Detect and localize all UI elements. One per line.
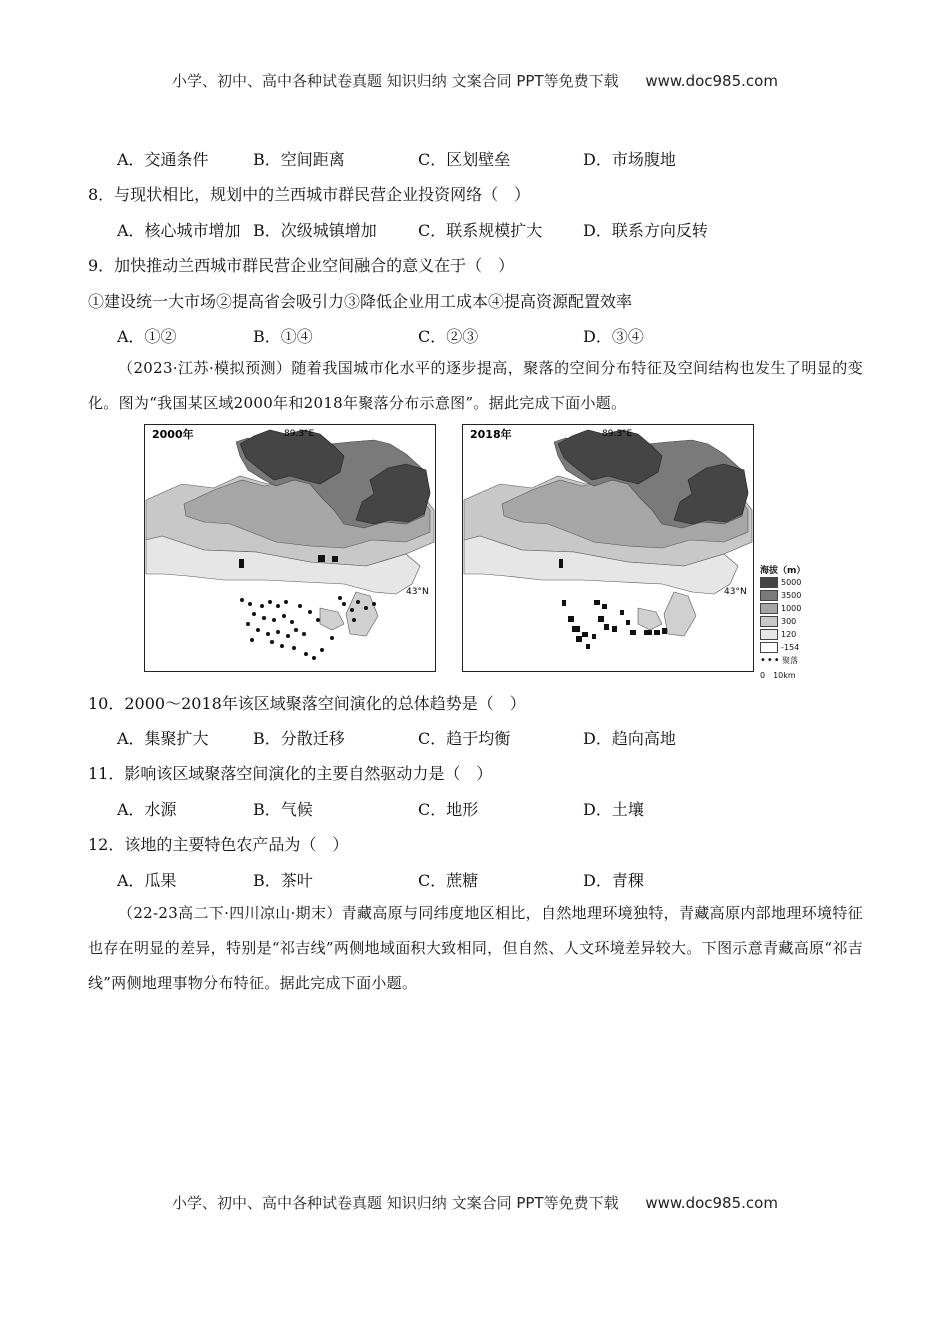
legend-scale-row [760,669,805,682]
q11-option-c[interactable]: C．地形 [418,800,479,819]
q9-option-b[interactable]: B．①④ [253,327,313,346]
legend-scale: 0 10km [760,671,796,680]
q8-option-c[interactable]: C．联系规模扩大 [418,221,543,240]
q10-option-b[interactable]: B．分散迁移 [253,729,345,748]
legend-row [760,615,805,628]
page-header [0,70,950,91]
q9-stem: 9．加快推动兰西城市群民营企业空间融合的意义在于（ ） [88,256,515,275]
map-2018-lon: 89.3°E [602,429,633,439]
legend-row [760,602,805,615]
q9-option-c[interactable]: C．②③ [418,327,479,346]
passage-1: （2023·江苏·模拟预测）随着我国城市化水平的逐步提高，聚落的空间分布特征及空间结构也发生了明显的变化。图为“我国某区域2000年和2018年聚落分布示意图”。据此完成下面小题。 [88,359,863,412]
q11-stem: 11．影响该区域聚落空间演化的主要自然驱动力是（ ） [88,764,493,783]
q7-option-b[interactable]: B．空间距离 [253,150,345,169]
header-url[interactable]: www.doc985.com [645,72,778,90]
q7-option-a[interactable]: A．交通条件 [117,150,209,169]
legend-settlement-label: 聚落 [782,656,798,665]
legend-level: 300 [781,617,797,626]
map-2000-figure [144,424,436,672]
legend-swatch [760,616,778,627]
legend-swatch [760,629,778,640]
legend-swatch [760,577,778,588]
q9-option-d[interactable]: D．③④ [583,327,644,346]
map-2018-lat: 43°N [724,587,747,597]
q11-option-a[interactable]: A．水源 [117,800,177,819]
map-2018-figure [462,424,754,672]
map-2000-lon: 89.3°E [284,429,315,439]
legend-swatch [760,603,778,614]
settlement-dots-icon: ••• [760,655,781,666]
legend-title: 海拔（m） [760,566,806,576]
q8-option-a[interactable]: A．核心城市增加 [117,221,241,240]
map-2000 [144,424,436,676]
legend-swatch [760,642,778,653]
legend-row [760,576,805,589]
legend-row [760,628,805,641]
legend-level: 3500 [781,591,802,600]
map-2000-lat: 43°N [406,587,429,597]
q7-option-d[interactable]: D．市场腹地 [583,150,676,169]
q8-stem: 8．与现状相比，规划中的兰西城市群民营企业投资网络（ ） [88,185,531,204]
q10-option-d[interactable]: D．趋向高地 [583,729,676,748]
header-text: 小学、初中、高中各种试卷真题 知识归纳 文案合同 PPT等免费下载 [172,72,619,90]
q11-option-d[interactable]: D．土壤 [583,800,644,819]
q10-stem: 10．2000～2018年该区域聚落空间演化的总体趋势是（ ） [88,694,526,713]
map-legend [760,563,805,682]
q11-option-b[interactable]: B．气候 [253,800,313,819]
legend-settlement-row [760,654,805,667]
footer-url[interactable]: www.doc985.com [645,1194,778,1212]
q10-option-c[interactable]: C．趋于均衡 [418,729,511,748]
legend-swatch [760,590,778,601]
footer-text: 小学、初中、高中各种试卷真题 知识归纳 文案合同 PPT等免费下载 [172,1194,619,1212]
q8-option-d[interactable]: D．联系方向反转 [583,221,708,240]
q12-stem: 12．该地的主要特色农产品为（ ） [88,835,349,854]
legend-row [760,589,805,602]
q8-option-b[interactable]: B．次级城镇增加 [253,221,377,240]
q12-option-c[interactable]: C．蔗糖 [418,871,479,890]
legend-level: 5000 [781,578,802,587]
q12-option-a[interactable]: A．瓜果 [117,871,177,890]
q12-option-b[interactable]: B．茶叶 [253,871,313,890]
passage-2: （22-23高二下·四川凉山·期末）青藏高原与同纬度地区相比，自然地理环境独特，青藏高原内部地理环境特征也存在明显的差异，特别是“祁吉线”两侧地域面积大致相同，但自然、人文环境差异较大。下图示意青藏高原“祁吉线”两侧地理事物分布特征。据此完成下面小题。 [88,904,863,992]
q12-option-d[interactable]: D．青稞 [583,871,644,890]
legend-level: 120 [781,630,797,639]
page-footer [0,1192,950,1213]
q9-sub-items: ①建设统一大市场②提高省会吸引力③降低企业用工成本④提高资源配置效率 [88,292,633,311]
map-2018-year: 2018年 [470,428,512,441]
legend-row [760,641,805,654]
map-2018 [462,424,754,676]
q9-option-a[interactable]: A．①② [117,327,177,346]
map-2000-year: 2000年 [152,428,194,441]
legend-level: -154 [781,643,800,652]
q10-option-a[interactable]: A．集聚扩大 [117,729,209,748]
legend-level: 1000 [781,604,802,613]
q7-option-c[interactable]: C．区划壁垒 [418,150,511,169]
